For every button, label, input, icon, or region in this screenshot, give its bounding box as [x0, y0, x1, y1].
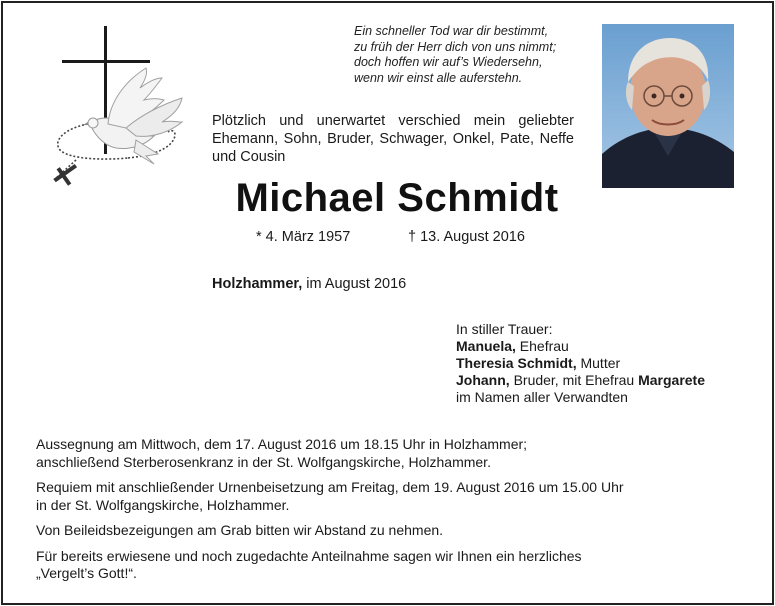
mourners-block — [456, 321, 705, 406]
intro-text: Plötzlich und unerwartet verschied mein geliebter Ehemann, Sohn, Bruder, Schwager, Onkel, Pate, Neffe und Cousin — [212, 113, 574, 165]
mourner-name: Johann, — [456, 372, 510, 388]
mourner-name: Theresia Schmidt, — [456, 355, 577, 371]
place-date — [212, 276, 406, 292]
mourner-line — [456, 338, 705, 355]
mourners-heading: In stiller Trauer: — [456, 321, 553, 337]
place-name: Holzhammer, — [212, 276, 303, 292]
cross-dove-rosary-icon — [36, 24, 192, 196]
notices-block — [36, 436, 736, 591]
mourner-line — [456, 355, 705, 372]
death-date: † 13. August 2016 — [408, 229, 525, 245]
poem-block — [354, 24, 594, 86]
poem-line: zu früh der Herr dich von uns nimmt; — [354, 39, 557, 54]
poem-line: wenn wir einst alle auferstehn. — [354, 70, 523, 85]
poem-line: doch hoffen wir auf’s Wiedersehn, — [354, 55, 543, 69]
notice-condolences: Von Beileidsbezeigungen am Grab bitten wir Abstand zu nehmen. — [36, 522, 444, 538]
notice-line: „Vergelt’s Gott!“. — [36, 565, 137, 581]
issue-date: im August 2016 — [306, 276, 407, 292]
mourners-closing: im Namen aller Verwandten — [456, 389, 628, 405]
notice-line: Aussegnung am Mittwoch, dem 17. August 2016 um 18.15 Uhr in Holzhammer; — [36, 436, 528, 452]
mourner-relation: Bruder, mit Ehefrau — [513, 372, 635, 388]
mourner-relation: Ehefrau — [519, 338, 569, 354]
notice-line: anschließend Sterberosenkranz in der St. Wolfgangskirche, Holzhammer. — [36, 453, 491, 470]
birth-date: * 4. März 1957 — [256, 229, 351, 245]
notice-line: Für bereits erwiesene und noch zugedachte Anteilnahme sagen wir Ihnen ein herzliches — [36, 547, 582, 564]
portrait-photo — [602, 24, 734, 188]
mourner-name: Manuela, — [456, 338, 516, 354]
mourner-spouse: Margarete — [638, 372, 705, 388]
notice-requiem — [36, 479, 736, 514]
mourner-line — [456, 372, 705, 389]
poem-line: Ein schneller Tod war dir bestimmt, — [354, 24, 549, 38]
notice-thanks — [36, 548, 736, 583]
notice-line: Requiem mit anschließender Urnenbeisetzung am Freitag, dem 19. August 2016 um 15.00 Uhr — [36, 479, 624, 495]
mourner-relation: Mutter — [580, 355, 621, 371]
notice-line: in der St. Wolfgangskirche, Holzhammer. — [36, 496, 290, 513]
notice-aussegnung — [36, 436, 736, 471]
deceased-name: Michael Schmidt — [235, 176, 559, 220]
